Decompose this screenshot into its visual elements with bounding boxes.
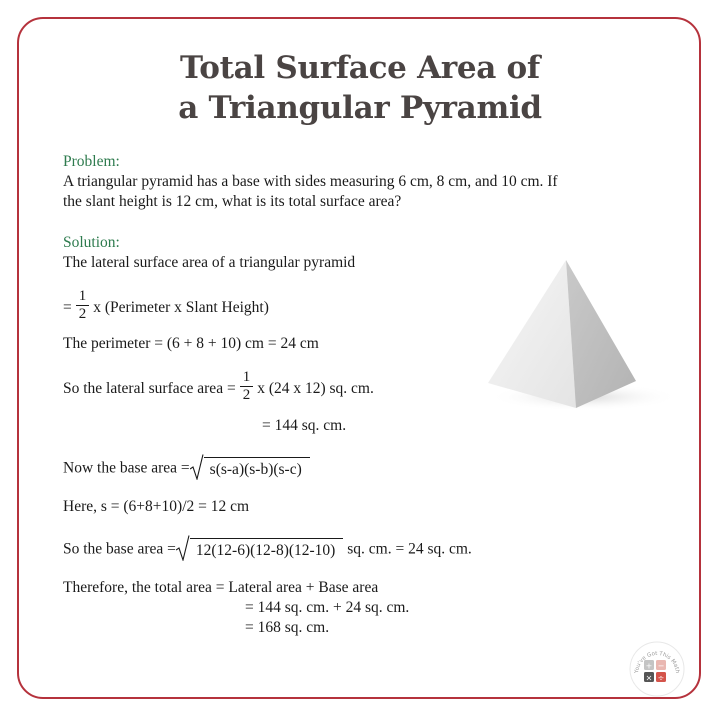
problem-text-line-2: the slant height is 12 cm, what is its total surface area? <box>63 193 402 210</box>
svg-text:×: × <box>645 673 653 683</box>
title-line-2: a Triangular Pyramid <box>178 90 542 126</box>
svg-text:+: + <box>645 661 653 671</box>
lateral-prefix: So the lateral surface area = <box>63 380 236 398</box>
page-title <box>0 48 720 128</box>
pyramid-illustration <box>484 255 674 415</box>
lateral-area-line <box>63 369 374 407</box>
site-logo <box>628 640 686 698</box>
base-calc-sqrt <box>176 535 343 561</box>
total-line-3: = 168 sq. cm. <box>245 619 330 636</box>
total-line-2: = 144 sq. cm. + 24 sq. cm. <box>245 599 410 616</box>
radical-sign-icon <box>176 535 190 561</box>
base-calc-radicand: 12(12-6)(12-8)(12-10) <box>190 538 343 561</box>
svg-text:−: − <box>657 661 665 671</box>
fraction-numerator: 1 <box>76 288 90 306</box>
lateral-numerator: 1 <box>240 369 254 387</box>
problem-heading: Problem: <box>63 153 120 170</box>
lateral-result: = 144 sq. cm. <box>262 417 347 434</box>
base-calc-suffix: sq. cm. = 24 sq. cm. <box>347 540 472 558</box>
lateral-suffix: x (24 x 12) sq. cm. <box>257 380 374 398</box>
base-formula-radicand: s(s-a)(s-b)(s-c) <box>204 457 310 480</box>
problem-text-line-1: A triangular pyramid has a base with sides measuring 6 cm, 8 cm, and 10 cm. If <box>63 173 558 190</box>
base-calc-line <box>63 537 472 563</box>
perimeter-line: The perimeter = (6 + 8 + 10) cm = 24 cm <box>63 335 319 352</box>
title-line-1: Total Surface Area of <box>180 50 540 86</box>
base-formula-line <box>63 456 310 482</box>
fraction-denominator: 2 <box>78 306 87 322</box>
lateral-denominator: 2 <box>242 387 251 403</box>
half-fraction <box>76 288 90 323</box>
radical-sign-icon <box>190 454 204 480</box>
base-formula-prefix: Now the base area = <box>63 459 190 477</box>
total-line-1: Therefore, the total area = Lateral area + Base area <box>63 579 379 596</box>
semi-perimeter-line: Here, s = (6+8+10)/2 = 12 cm <box>63 498 250 515</box>
base-calc-prefix: So the base area = <box>63 540 176 558</box>
logo-text: You've Got This Math <box>633 650 681 674</box>
formula-suffix: x (Perimeter x Slant Height) <box>93 299 269 317</box>
svg-text:÷: ÷ <box>657 673 665 683</box>
solution-heading: Solution: <box>63 234 120 251</box>
lateral-formula <box>63 288 269 326</box>
lateral-fraction <box>240 369 254 404</box>
lateral-intro: The lateral surface area of a triangular pyramid <box>63 254 356 271</box>
base-formula-sqrt <box>190 454 310 480</box>
formula-prefix: = <box>63 299 72 317</box>
